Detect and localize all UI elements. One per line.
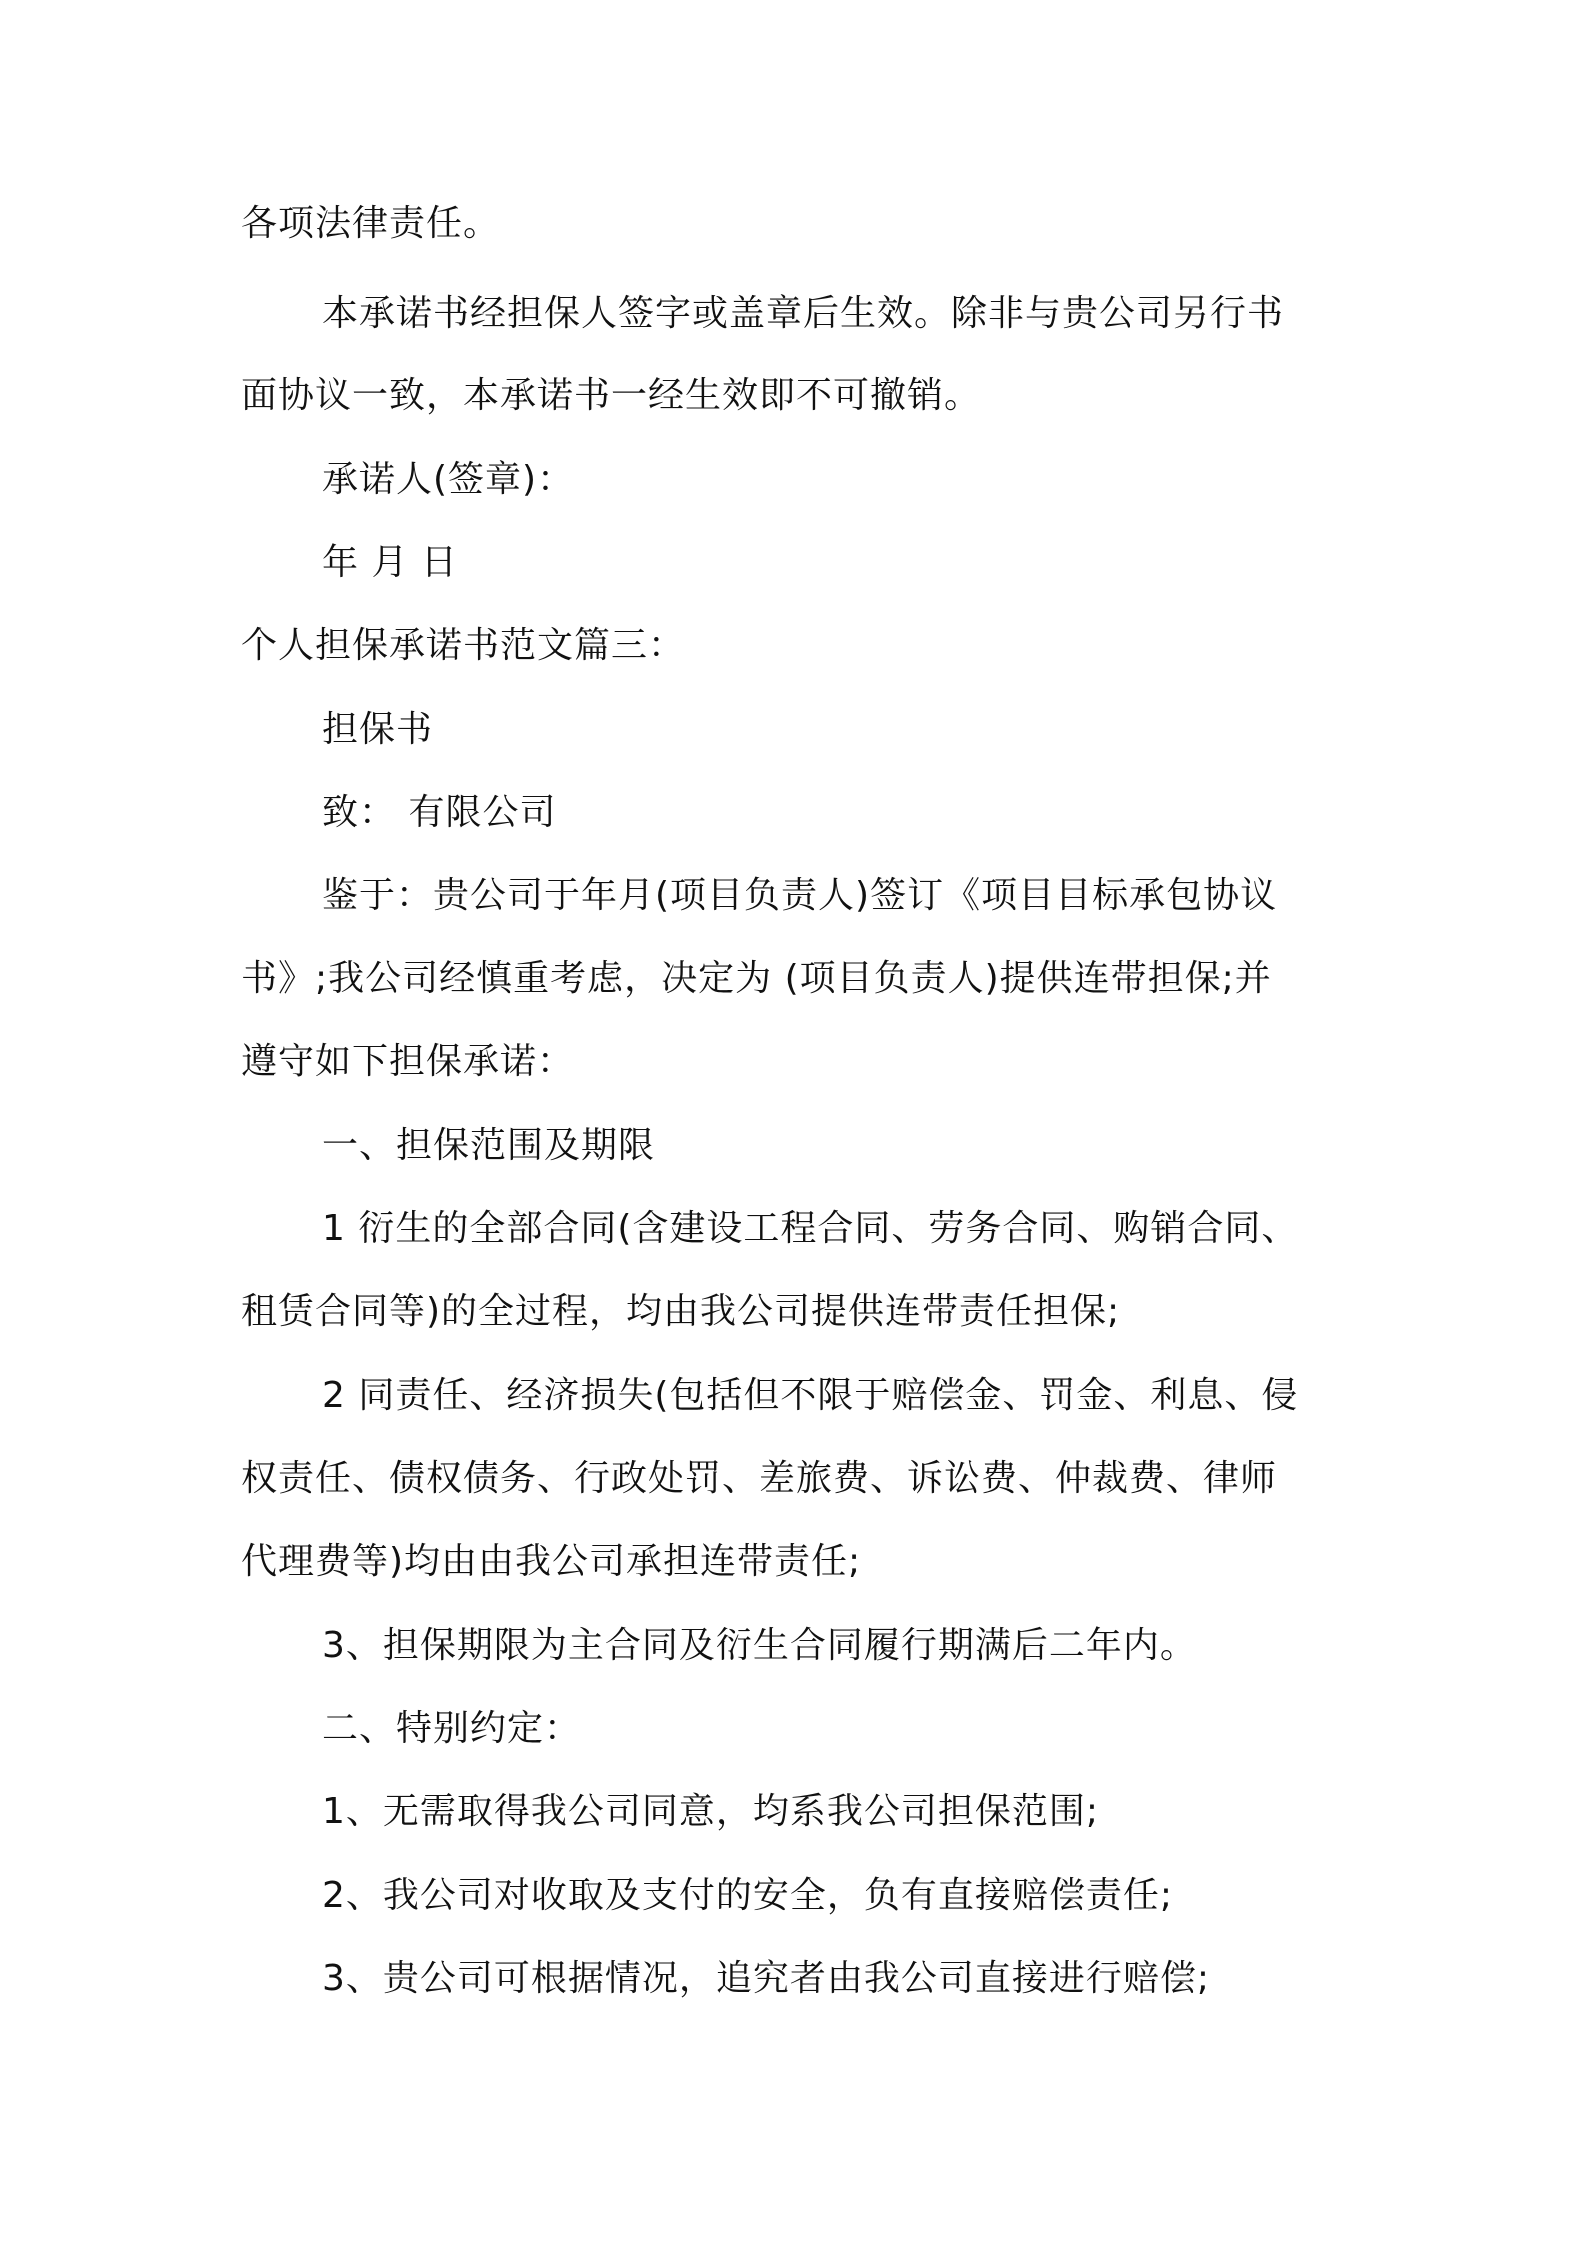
document-title: 担保书 — [322, 709, 434, 750]
paragraph-line: 2、我公司对收取及支付的安全，负有直接赔偿责任; — [322, 1875, 1174, 1916]
paragraph-line: 租赁合同等)的全过程，均由我公司提供连带责任担保; — [241, 1291, 1121, 1332]
paragraph-line: 2 同责任、经济损失(包括但不限于赔偿金、罚金、利息、侵 — [322, 1375, 1299, 1416]
date-placeholder: 年 月 日 — [322, 542, 458, 583]
clause-heading: 一、担保范围及期限 — [322, 1125, 656, 1166]
section-heading: 个人担保承诺书范文篇三： — [241, 625, 686, 666]
paragraph-line: 鉴于：贵公司于年月(项目负责人)签订《项目目标承包协议 — [322, 875, 1278, 916]
paragraph-line: 本承诺书经担保人签字或盖章后生效。除非与贵公司另行书 — [322, 293, 1285, 334]
addressee-line: 致： 有限公司 — [322, 792, 557, 833]
paragraph-line: 3、担保期限为主合同及衍生合同履行期满后二年内。 — [322, 1625, 1197, 1666]
paragraph-line: 遵守如下担保承诺： — [241, 1041, 575, 1082]
paragraph-line: 1、无需取得我公司同意，均系我公司担保范围; — [322, 1791, 1100, 1832]
paragraph-line: 各项法律责任。 — [241, 203, 501, 244]
paragraph-line: 面协议一致，本承诺书一经生效即不可撤销。 — [241, 375, 982, 416]
paragraph-line: 书》;我公司经慎重考虑，决定为 (项目负责人)提供连带担保;并 — [241, 958, 1272, 999]
signature-label: 承诺人(签章)： — [322, 459, 575, 500]
paragraph-line: 1 衍生的全部合同(含建设工程合同、劳务合同、购销合同、 — [322, 1208, 1299, 1249]
paragraph-line: 权责任、债权债务、行政处罚、差旅费、诉讼费、仲裁费、律师 — [241, 1458, 1278, 1499]
paragraph-line: 3、贵公司可根据情况，追究者由我公司直接进行赔偿; — [322, 1958, 1211, 1999]
paragraph-line: 代理费等)均由由我公司承担连带责任; — [241, 1541, 862, 1582]
clause-heading: 二、特别约定： — [322, 1708, 582, 1749]
